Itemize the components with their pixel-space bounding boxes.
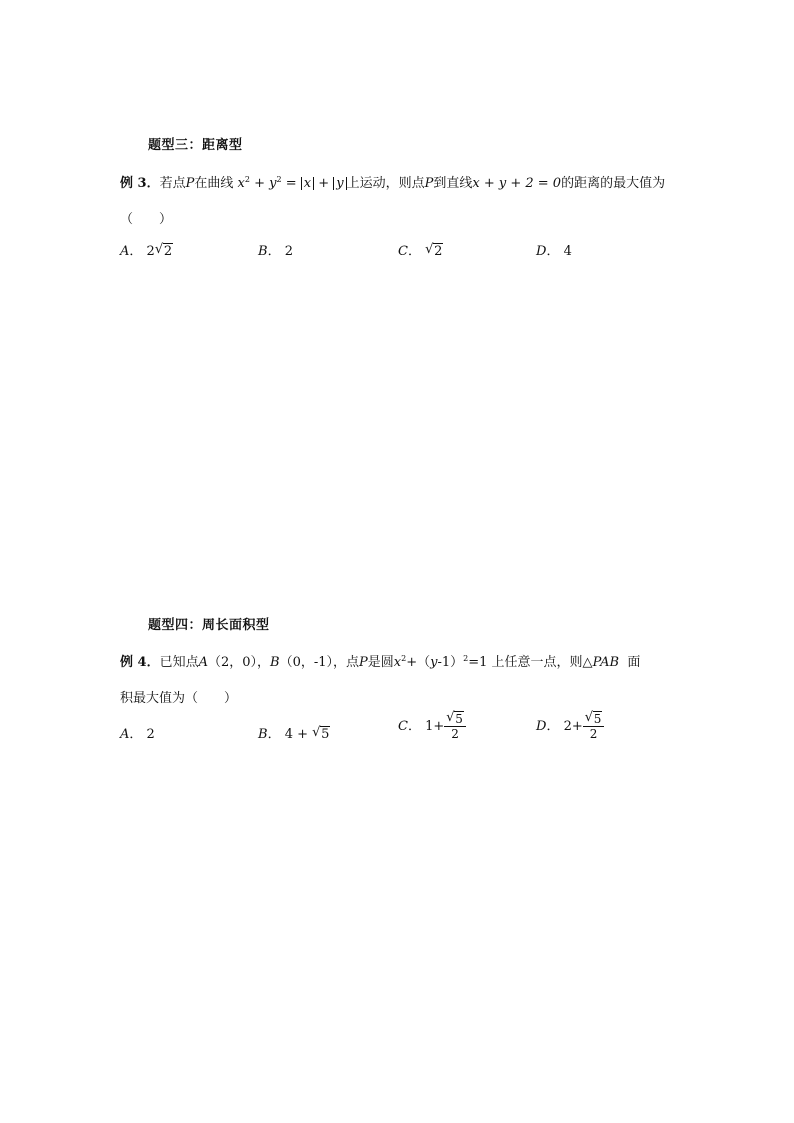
question-text: 上运动，则点 [346,176,425,191]
line-equation: x + y + 2 = 0 [472,176,562,191]
option-b: B． 2 [258,244,293,259]
example-4-question-line2: 积最大值为（ ） [120,691,238,706]
option-b: B． 4 + √ 5 [258,725,330,742]
option-c: C． √ 2 [398,242,443,259]
answer-parentheses: （ ） [120,212,173,227]
section-heading-perimeter-area: 题型四：周长面积型 [148,618,270,633]
point-label: P [185,176,195,191]
option-a: A． 2 [120,727,155,742]
question-text: 若点 [159,176,186,191]
point-label: P [424,176,434,191]
question-text: 的距离的最大值为 [561,176,666,191]
section-heading-distance: 题型三：距离型 [148,138,243,153]
option-a: A． 2 √ 2 [120,242,173,259]
option-d: D． 4 [536,244,572,259]
example-3-question-line1 [120,172,665,191]
example-label: 例 4． [120,655,160,670]
question-text: 到直线 [433,176,473,191]
example-4-question-line1: 例 4．已知点A（2，0），B（0，-1），点P是圆$x^2+(y-1)^2=1$ 上任意一点，则△PAB 面 [120,654,641,670]
example-label: 例 3． [120,176,160,191]
option-c: C． 1+ √ 5 2 [398,712,466,741]
question-text: 在曲线 [194,176,234,191]
option-d: D． 2+ √ 5 2 [536,712,604,741]
curve-equation: $x^2 + y^2 = x + y$ [238,176,347,191]
